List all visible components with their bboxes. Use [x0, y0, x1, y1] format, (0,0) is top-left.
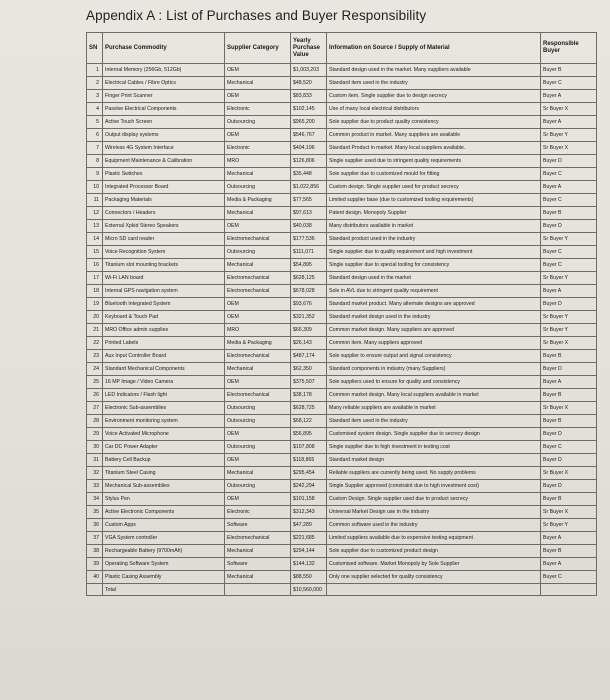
- cell-info: Standard components in industry (many Suppliers): [327, 363, 541, 376]
- cell-sn: 6: [87, 129, 103, 142]
- total-empty-buyer: [541, 584, 597, 596]
- cell-category: Electronic: [225, 142, 291, 155]
- cell-sn: 8: [87, 155, 103, 168]
- header-category: Supplier Category: [225, 33, 291, 64]
- header-info: Information on Source / Supply of Material: [327, 33, 541, 64]
- cell-sn: 31: [87, 454, 103, 467]
- cell-buyer: Buyer A: [541, 116, 597, 129]
- cell-sn: 34: [87, 493, 103, 506]
- cell-info: Custom item. Single supplier due to design secrecy: [327, 90, 541, 103]
- cell-commodity: Equipment Maintenance & Calibration: [103, 155, 225, 168]
- cell-value: $77,565: [291, 194, 327, 207]
- cell-commodity: Finger Print Scanner: [103, 90, 225, 103]
- cell-buyer: Sr Buyer X: [541, 467, 597, 480]
- cell-category: OEM: [225, 298, 291, 311]
- cell-buyer: Sr Buyer Y: [541, 233, 597, 246]
- table-row: [87, 350, 597, 363]
- cell-sn: 25: [87, 376, 103, 389]
- cell-info: Single supplier used due to stringent quality requirements: [327, 155, 541, 168]
- cell-info: Standard item used in the industry: [327, 415, 541, 428]
- cell-commodity: Bluetooth Integrated System: [103, 298, 225, 311]
- cell-category: Outsourcing: [225, 441, 291, 454]
- cell-sn: 32: [87, 467, 103, 480]
- table-row: [87, 545, 597, 558]
- cell-value: $62,350: [291, 363, 327, 376]
- cell-info: Single Supplier approved (constraint due to high investment cost): [327, 480, 541, 493]
- cell-value: $177,536: [291, 233, 327, 246]
- table-row: [87, 415, 597, 428]
- cell-value: $375,507: [291, 376, 327, 389]
- table-row: [87, 194, 597, 207]
- table-row: [87, 181, 597, 194]
- cell-sn: 1: [87, 64, 103, 77]
- cell-sn: 4: [87, 103, 103, 116]
- cell-buyer: Buyer D: [541, 428, 597, 441]
- cell-category: Electromechanical: [225, 272, 291, 285]
- cell-value: $126,806: [291, 155, 327, 168]
- cell-info: Standard market product. Many alternate designs are approved: [327, 298, 541, 311]
- cell-value: $93,676: [291, 298, 327, 311]
- table-row: [87, 168, 597, 181]
- cell-value: $294,144: [291, 545, 327, 558]
- cell-commodity: Passive Electrical Components: [103, 103, 225, 116]
- cell-sn: 13: [87, 220, 103, 233]
- cell-commodity: Plastic Switches: [103, 168, 225, 181]
- cell-buyer: Buyer A: [541, 376, 597, 389]
- cell-info: Customised software. Market Monopoly by Sole Supplier: [327, 558, 541, 571]
- page-title: Appendix A : List of Purchases and Buyer Responsibility: [86, 8, 427, 23]
- table-row: [87, 311, 597, 324]
- total-row: [87, 584, 597, 596]
- header-value: Yearly Purchase Value: [291, 33, 327, 64]
- cell-commodity: Electronic Sub-assemblies: [103, 402, 225, 415]
- table-row: [87, 129, 597, 142]
- cell-category: Mechanical: [225, 363, 291, 376]
- cell-sn: 9: [87, 168, 103, 181]
- table-row: [87, 324, 597, 337]
- cell-commodity: Environment monitoring system: [103, 415, 225, 428]
- cell-sn: 15: [87, 246, 103, 259]
- cell-sn: 30: [87, 441, 103, 454]
- cell-commodity: Stylus Pen: [103, 493, 225, 506]
- cell-buyer: Buyer C: [541, 246, 597, 259]
- cell-commodity: Custom Apps: [103, 519, 225, 532]
- cell-info: Standard product used in the industry: [327, 233, 541, 246]
- cell-buyer: Buyer D: [541, 480, 597, 493]
- total-label: Total: [103, 584, 225, 596]
- cell-commodity: Titanium Steel Casing: [103, 467, 225, 480]
- cell-category: Outsourcing: [225, 402, 291, 415]
- table-row: [87, 285, 597, 298]
- cell-commodity: Printed Labels: [103, 337, 225, 350]
- cell-category: OEM: [225, 428, 291, 441]
- cell-category: OEM: [225, 376, 291, 389]
- cell-info: Single supplier due to high investment in testing cost: [327, 441, 541, 454]
- table-row: [87, 558, 597, 571]
- cell-commodity: Internal GPS navigation system: [103, 285, 225, 298]
- cell-buyer: Buyer B: [541, 350, 597, 363]
- cell-value: $66,309: [291, 324, 327, 337]
- cell-category: Outsourcing: [225, 181, 291, 194]
- table-row: [87, 90, 597, 103]
- cell-value: $144,132: [291, 558, 327, 571]
- cell-info: Common market design. Many local suppliers available in market: [327, 389, 541, 402]
- cell-info: Universal Market Design use in the industry: [327, 506, 541, 519]
- cell-buyer: Buyer D: [541, 155, 597, 168]
- cell-category: OEM: [225, 454, 291, 467]
- header-sn: SN: [87, 33, 103, 64]
- cell-category: MRO: [225, 155, 291, 168]
- table-row: [87, 155, 597, 168]
- table-row: [87, 207, 597, 220]
- cell-info: Custom design. Single supplier used for product secrecy: [327, 181, 541, 194]
- cell-value: $47,289: [291, 519, 327, 532]
- cell-sn: 18: [87, 285, 103, 298]
- cell-buyer: Sr Buyer X: [541, 402, 597, 415]
- table-row: [87, 220, 597, 233]
- cell-sn: 11: [87, 194, 103, 207]
- cell-category: OEM: [225, 493, 291, 506]
- cell-commodity: Integrated Processor Board: [103, 181, 225, 194]
- table-row: [87, 506, 597, 519]
- cell-value: $107,808: [291, 441, 327, 454]
- table-row: [87, 298, 597, 311]
- table-row: [87, 428, 597, 441]
- cell-commodity: LED Indicators / Flash light: [103, 389, 225, 402]
- cell-commodity: Car DC Power Adapter: [103, 441, 225, 454]
- table-row: [87, 519, 597, 532]
- cell-info: Single supplier due to special tooling for consistency: [327, 259, 541, 272]
- cell-category: Electromechanical: [225, 389, 291, 402]
- cell-sn: 39: [87, 558, 103, 571]
- cell-value: $97,613: [291, 207, 327, 220]
- cell-sn: 36: [87, 519, 103, 532]
- cell-info: Sole supplier to ensure output and signal consistency: [327, 350, 541, 363]
- cell-buyer: Buyer C: [541, 168, 597, 181]
- cell-info: Reliable suppliers are currently being used. No supply problems: [327, 467, 541, 480]
- cell-buyer: Buyer A: [541, 90, 597, 103]
- cell-buyer: Sr Buyer X: [541, 142, 597, 155]
- cell-buyer: Sr Buyer X: [541, 506, 597, 519]
- cell-category: Mechanical: [225, 571, 291, 584]
- table-row: [87, 467, 597, 480]
- cell-sn: 17: [87, 272, 103, 285]
- table-row: [87, 376, 597, 389]
- cell-info: Common market design. Many suppliers are approved: [327, 324, 541, 337]
- cell-value: $321,352: [291, 311, 327, 324]
- cell-commodity: Rechargeable Battery (9700mAh): [103, 545, 225, 558]
- cell-commodity: Battery Cell Backup: [103, 454, 225, 467]
- table-row: [87, 454, 597, 467]
- total-value: $10,560,000: [291, 584, 327, 596]
- table-row: [87, 389, 597, 402]
- cell-sn: 3: [87, 90, 103, 103]
- cell-commodity: Electrical Cables / Fibre Optics: [103, 77, 225, 90]
- cell-info: Standard market design used in the industry: [327, 311, 541, 324]
- cell-buyer: Buyer A: [541, 558, 597, 571]
- cell-info: Sole supplier due to customized mould for fitting: [327, 168, 541, 181]
- cell-commodity: MRO Office admin supplies: [103, 324, 225, 337]
- cell-value: $101,158: [291, 493, 327, 506]
- cell-commodity: External Xpkid Stereo Speakers: [103, 220, 225, 233]
- cell-info: Many distributors available in market: [327, 220, 541, 233]
- purchases-table: [86, 32, 597, 596]
- table-row: [87, 64, 597, 77]
- cell-info: Customised system design. Single supplier due to secrecy design: [327, 428, 541, 441]
- cell-buyer: Buyer D: [541, 298, 597, 311]
- cell-buyer: Buyer B: [541, 389, 597, 402]
- cell-sn: 28: [87, 415, 103, 428]
- cell-value: $1,003,203: [291, 64, 327, 77]
- table-row: [87, 259, 597, 272]
- cell-value: $48,520: [291, 77, 327, 90]
- cell-info: Only one supplier selected for quality consistency: [327, 571, 541, 584]
- cell-commodity: Plastic Casing Assembly: [103, 571, 225, 584]
- cell-category: Mechanical: [225, 259, 291, 272]
- cell-sn: 33: [87, 480, 103, 493]
- cell-category: Electromechanical: [225, 532, 291, 545]
- cell-sn: 38: [87, 545, 103, 558]
- cell-value: $628,725: [291, 402, 327, 415]
- cell-buyer: Sr Buyer Y: [541, 311, 597, 324]
- cell-value: $678,028: [291, 285, 327, 298]
- cell-category: OEM: [225, 129, 291, 142]
- cell-sn: 12: [87, 207, 103, 220]
- cell-value: $628,125: [291, 272, 327, 285]
- cell-category: Mechanical: [225, 77, 291, 90]
- cell-category: Mechanical: [225, 207, 291, 220]
- table-row: [87, 77, 597, 90]
- cell-info: Common item. Many suppliers approved: [327, 337, 541, 350]
- cell-info: Standard design used in the market: [327, 272, 541, 285]
- cell-sn: 7: [87, 142, 103, 155]
- cell-buyer: Buyer B: [541, 545, 597, 558]
- table-row: [87, 246, 597, 259]
- cell-commodity: Output display systems: [103, 129, 225, 142]
- cell-category: OEM: [225, 311, 291, 324]
- table-header-row: [87, 33, 597, 64]
- cell-category: Media & Packaging: [225, 337, 291, 350]
- cell-category: Software: [225, 519, 291, 532]
- table-row: [87, 142, 597, 155]
- cell-info: Sole suppliers used to ensure for quality and consistency: [327, 376, 541, 389]
- cell-value: $54,895: [291, 259, 327, 272]
- cell-buyer: Buyer D: [541, 454, 597, 467]
- cell-info: Sole in AVL due to stringent quality requirement: [327, 285, 541, 298]
- cell-sn: 2: [87, 77, 103, 90]
- cell-value: $295,454: [291, 467, 327, 480]
- cell-sn: 35: [87, 506, 103, 519]
- cell-buyer: Sr Buyer X: [541, 103, 597, 116]
- cell-sn: 37: [87, 532, 103, 545]
- cell-commodity: Titanium slot mounting brackets: [103, 259, 225, 272]
- cell-value: $1,022,856: [291, 181, 327, 194]
- table-row: [87, 532, 597, 545]
- header-buyer: Responsible Buyer: [541, 33, 597, 64]
- cell-value: $68,122: [291, 415, 327, 428]
- cell-info: Limited supplier base (due to customized tooling requirements): [327, 194, 541, 207]
- cell-value: $546,767: [291, 129, 327, 142]
- cell-category: OEM: [225, 220, 291, 233]
- cell-info: Common software used in the industry: [327, 519, 541, 532]
- cell-buyer: Sr Buyer Y: [541, 519, 597, 532]
- cell-commodity: VGA System controller: [103, 532, 225, 545]
- cell-buyer: Buyer B: [541, 207, 597, 220]
- cell-category: OEM: [225, 90, 291, 103]
- cell-commodity: Standard Mechanical Components: [103, 363, 225, 376]
- cell-value: $242,294: [291, 480, 327, 493]
- cell-category: Outsourcing: [225, 246, 291, 259]
- cell-value: $35,448: [291, 168, 327, 181]
- cell-value: $487,174: [291, 350, 327, 363]
- cell-buyer: Buyer C: [541, 441, 597, 454]
- cell-sn: 27: [87, 402, 103, 415]
- cell-value: $118,865: [291, 454, 327, 467]
- cell-value: $56,895: [291, 428, 327, 441]
- cell-info: Standard market design: [327, 454, 541, 467]
- cell-buyer: Buyer C: [541, 194, 597, 207]
- cell-sn: 40: [87, 571, 103, 584]
- cell-commodity: Aux Input Controller Board: [103, 350, 225, 363]
- cell-info: Patent design. Monopoly Supplier: [327, 207, 541, 220]
- cell-value: $965,200: [291, 116, 327, 129]
- cell-value: $221,685: [291, 532, 327, 545]
- cell-value: $111,071: [291, 246, 327, 259]
- cell-info: Many reliable suppliers are available in market: [327, 402, 541, 415]
- cell-value: $83,833: [291, 90, 327, 103]
- table-row: [87, 571, 597, 584]
- cell-category: Electromechanical: [225, 350, 291, 363]
- cell-buyer: Buyer B: [541, 415, 597, 428]
- cell-info: Standard Product in market. Many local suppliers available.: [327, 142, 541, 155]
- cell-category: MRO: [225, 324, 291, 337]
- cell-category: Software: [225, 558, 291, 571]
- cell-sn: 16: [87, 259, 103, 272]
- cell-buyer: Buyer A: [541, 532, 597, 545]
- cell-commodity: Voice Activated Microphone: [103, 428, 225, 441]
- cell-sn: 10: [87, 181, 103, 194]
- cell-commodity: Keyboard & Touch Pad: [103, 311, 225, 324]
- cell-value: $312,343: [291, 506, 327, 519]
- cell-sn: 23: [87, 350, 103, 363]
- cell-buyer: Buyer A: [541, 285, 597, 298]
- cell-commodity: Packaging Materials: [103, 194, 225, 207]
- cell-commodity: Active Electronic Components: [103, 506, 225, 519]
- cell-info: Sole supplier due to product quality consistency: [327, 116, 541, 129]
- total-empty-info: [327, 584, 541, 596]
- cell-buyer: Buyer A: [541, 181, 597, 194]
- table-row: [87, 402, 597, 415]
- table-row: [87, 103, 597, 116]
- table-row: [87, 493, 597, 506]
- cell-category: Outsourcing: [225, 480, 291, 493]
- cell-buyer: Buyer C: [541, 259, 597, 272]
- cell-commodity: Wireless 4G System Interface: [103, 142, 225, 155]
- table-row: [87, 272, 597, 285]
- cell-value: $102,145: [291, 103, 327, 116]
- cell-sn: 20: [87, 311, 103, 324]
- cell-category: Electronic: [225, 103, 291, 116]
- cell-buyer: Buyer D: [541, 220, 597, 233]
- cell-buyer: Sr Buyer Y: [541, 324, 597, 337]
- cell-category: Mechanical: [225, 168, 291, 181]
- table-row: [87, 363, 597, 376]
- cell-sn: 24: [87, 363, 103, 376]
- cell-commodity: Internal Memory (256Gb, 512Gb): [103, 64, 225, 77]
- cell-commodity: 16 MP Image / Video Camera: [103, 376, 225, 389]
- cell-category: Mechanical: [225, 545, 291, 558]
- cell-info: Use of many local electrical distributors: [327, 103, 541, 116]
- cell-info: Sole supplier due to customized product design: [327, 545, 541, 558]
- cell-buyer: Sr Buyer Y: [541, 272, 597, 285]
- cell-buyer: Buyer B: [541, 493, 597, 506]
- cell-category: Outsourcing: [225, 415, 291, 428]
- total-empty-category: [225, 584, 291, 596]
- cell-buyer: Buyer D: [541, 363, 597, 376]
- cell-value: $26,143: [291, 337, 327, 350]
- purchases-table-wrapper: [86, 32, 596, 596]
- cell-commodity: Voice Recognition System: [103, 246, 225, 259]
- cell-value: $40,038: [291, 220, 327, 233]
- cell-buyer: Sr Buyer X: [541, 337, 597, 350]
- cell-sn: 14: [87, 233, 103, 246]
- cell-buyer: Sr Buyer Y: [541, 129, 597, 142]
- total-empty-sn: [87, 584, 103, 596]
- cell-sn: 26: [87, 389, 103, 402]
- cell-category: Mechanical: [225, 467, 291, 480]
- cell-commodity: Mechanical Sub-assemblies: [103, 480, 225, 493]
- cell-value: $404,196: [291, 142, 327, 155]
- cell-category: OEM: [225, 64, 291, 77]
- table-row: [87, 116, 597, 129]
- table-row: [87, 233, 597, 246]
- cell-info: Standard item used in the industry: [327, 77, 541, 90]
- header-commodity: Purchase Commodity: [103, 33, 225, 64]
- cell-sn: 29: [87, 428, 103, 441]
- cell-commodity: Operating Software System: [103, 558, 225, 571]
- cell-category: Electromechanical: [225, 285, 291, 298]
- cell-info: Single supplier due to quality requirement and high investment: [327, 246, 541, 259]
- table-row: [87, 337, 597, 350]
- cell-sn: 21: [87, 324, 103, 337]
- cell-category: Outsourcing: [225, 116, 291, 129]
- cell-commodity: Micro SD card reader: [103, 233, 225, 246]
- cell-buyer: Buyer C: [541, 571, 597, 584]
- table-body: [87, 64, 597, 596]
- cell-commodity: Wi-Fi LAN board: [103, 272, 225, 285]
- cell-category: Media & Packaging: [225, 194, 291, 207]
- table-row: [87, 441, 597, 454]
- cell-value: $88,550: [291, 571, 327, 584]
- cell-value: $38,178: [291, 389, 327, 402]
- cell-sn: 22: [87, 337, 103, 350]
- cell-sn: 19: [87, 298, 103, 311]
- cell-buyer: Buyer B: [541, 64, 597, 77]
- cell-info: Common product in market. Many suppliers are available: [327, 129, 541, 142]
- table-row: [87, 480, 597, 493]
- cell-info: Standard design used in the market. Many suppliers available: [327, 64, 541, 77]
- cell-category: Electromechanical: [225, 233, 291, 246]
- cell-commodity: Active Touch Screen: [103, 116, 225, 129]
- cell-category: Electronic: [225, 506, 291, 519]
- cell-info: Custom Design. Single supplier used due to product secrecy: [327, 493, 541, 506]
- cell-buyer: Buyer C: [541, 77, 597, 90]
- cell-info: Limited suppliers available due to expensive testing equipment: [327, 532, 541, 545]
- cell-sn: 5: [87, 116, 103, 129]
- cell-commodity: Connectors / Headers: [103, 207, 225, 220]
